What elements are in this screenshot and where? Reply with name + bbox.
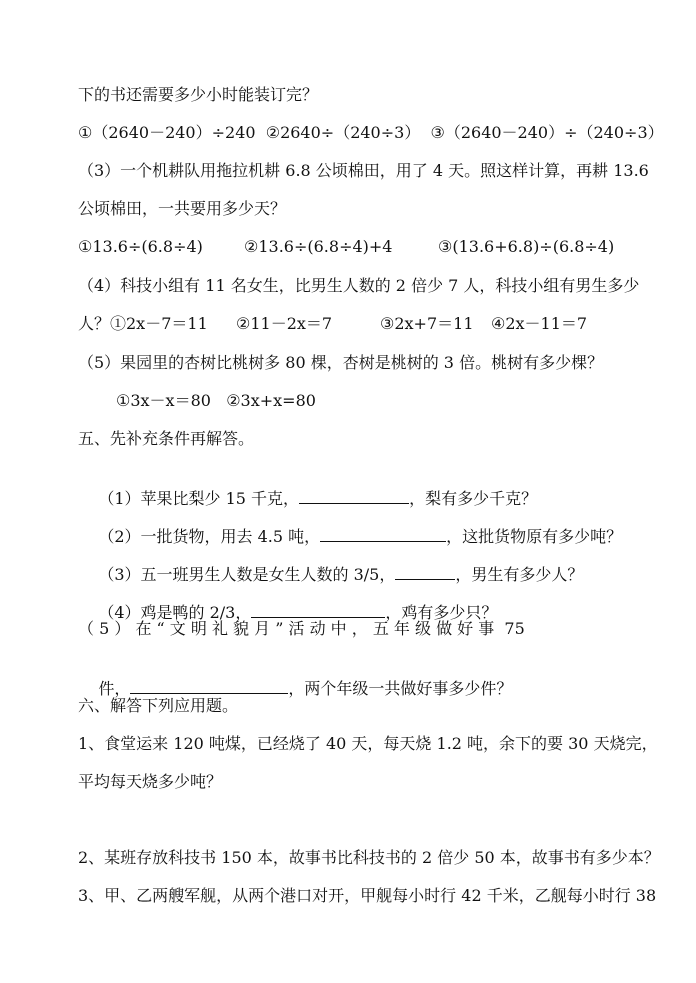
answer-blank[interactable] <box>395 565 455 580</box>
section-heading-5: 五、先补充条件再解答。 <box>78 429 255 448</box>
question-text: ，这批货物原有多少吨？ <box>446 527 623 546</box>
option-1: 人？①2x－7＝11 <box>78 314 208 333</box>
answer-blank[interactable] <box>320 527 446 542</box>
text-line: 公顷棉田，一共要用多少天？ <box>78 199 287 218</box>
question-text: （4）鸡是鸭的 2/3， <box>98 603 252 622</box>
question-text: （3）五一班男生人数是女生人数的 3/5， <box>98 565 396 584</box>
question-3: （3）一个机耕队用拖拉机耕 6.8 公顷棉田，用了 4 天。照这样计算，再耕 13.6 <box>78 161 649 180</box>
problem-3: 3、甲、乙两艘军舰，从两个港口对开，甲舰每小时行 42 千米，乙舰每小时行 38 <box>78 886 657 905</box>
option-1: ①13.6÷(6.8÷4) <box>78 237 203 256</box>
question-text: 件， <box>98 679 131 698</box>
question-4: （4）科技小组有 11 名女生，比男生人数的 2 倍少 7 人，科技小组有男生多少 <box>78 276 640 295</box>
question-text: ，男生有多少人？ <box>455 565 584 584</box>
option-4: ④2x－11＝7 <box>491 314 588 333</box>
question-text: ，梨有多少千克？ <box>409 489 538 508</box>
option-3: ③(13.6+6.8)÷(6.8÷4) <box>438 237 615 256</box>
answer-options: ①（2640－240）÷240 ②2640÷（240÷3） ③（2640－240）÷（240÷3） <box>78 123 664 142</box>
problem-2: 2、某班存放科技书 150 本，故事书比科技书的 2 倍少 50 本，故事书有多少本？ <box>78 848 660 867</box>
answer-blank[interactable] <box>251 603 385 618</box>
question-text: ，两个年级一共做好事多少件？ <box>288 679 513 698</box>
option-2: ②11－2x＝7 <box>236 314 333 333</box>
problem-1: 1、食堂运来 120 吨煤，已经烧了 40 天，每天烧 1.2 吨，余下的要 30 天烧完， <box>78 734 658 753</box>
question-text: （2）一批货物，用去 4.5 吨， <box>98 527 321 546</box>
fill-question-5: （ 5 ） 在 “ 文 明 礼 貌 月 ” 活 动 中 ， 五 年 级 做 好 事 75 <box>78 619 525 638</box>
answer-blank[interactable] <box>299 489 409 504</box>
text-line: 平均每天烧多少吨？ <box>78 772 223 791</box>
text-line: 下的书还需要多少小时能装订完？ <box>78 85 319 104</box>
question-5: （5）果园里的杏树比桃树多 80 棵，杏树是桃树的 3 倍。桃树有多少棵？ <box>78 353 604 372</box>
option-2: ②13.6÷(6.8÷4)+4 <box>244 237 393 256</box>
section-heading-6: 六、解答下列应用题。 <box>78 696 239 715</box>
answer-options: ①3x－x＝80 ②3x+x=80 <box>116 391 316 410</box>
option-3: ③2x+7＝11 <box>380 314 474 333</box>
answer-blank[interactable] <box>130 679 288 694</box>
question-text: ，鸡有多少只？ <box>385 603 498 622</box>
question-text: （1）苹果比梨少 15 千克， <box>98 489 300 508</box>
